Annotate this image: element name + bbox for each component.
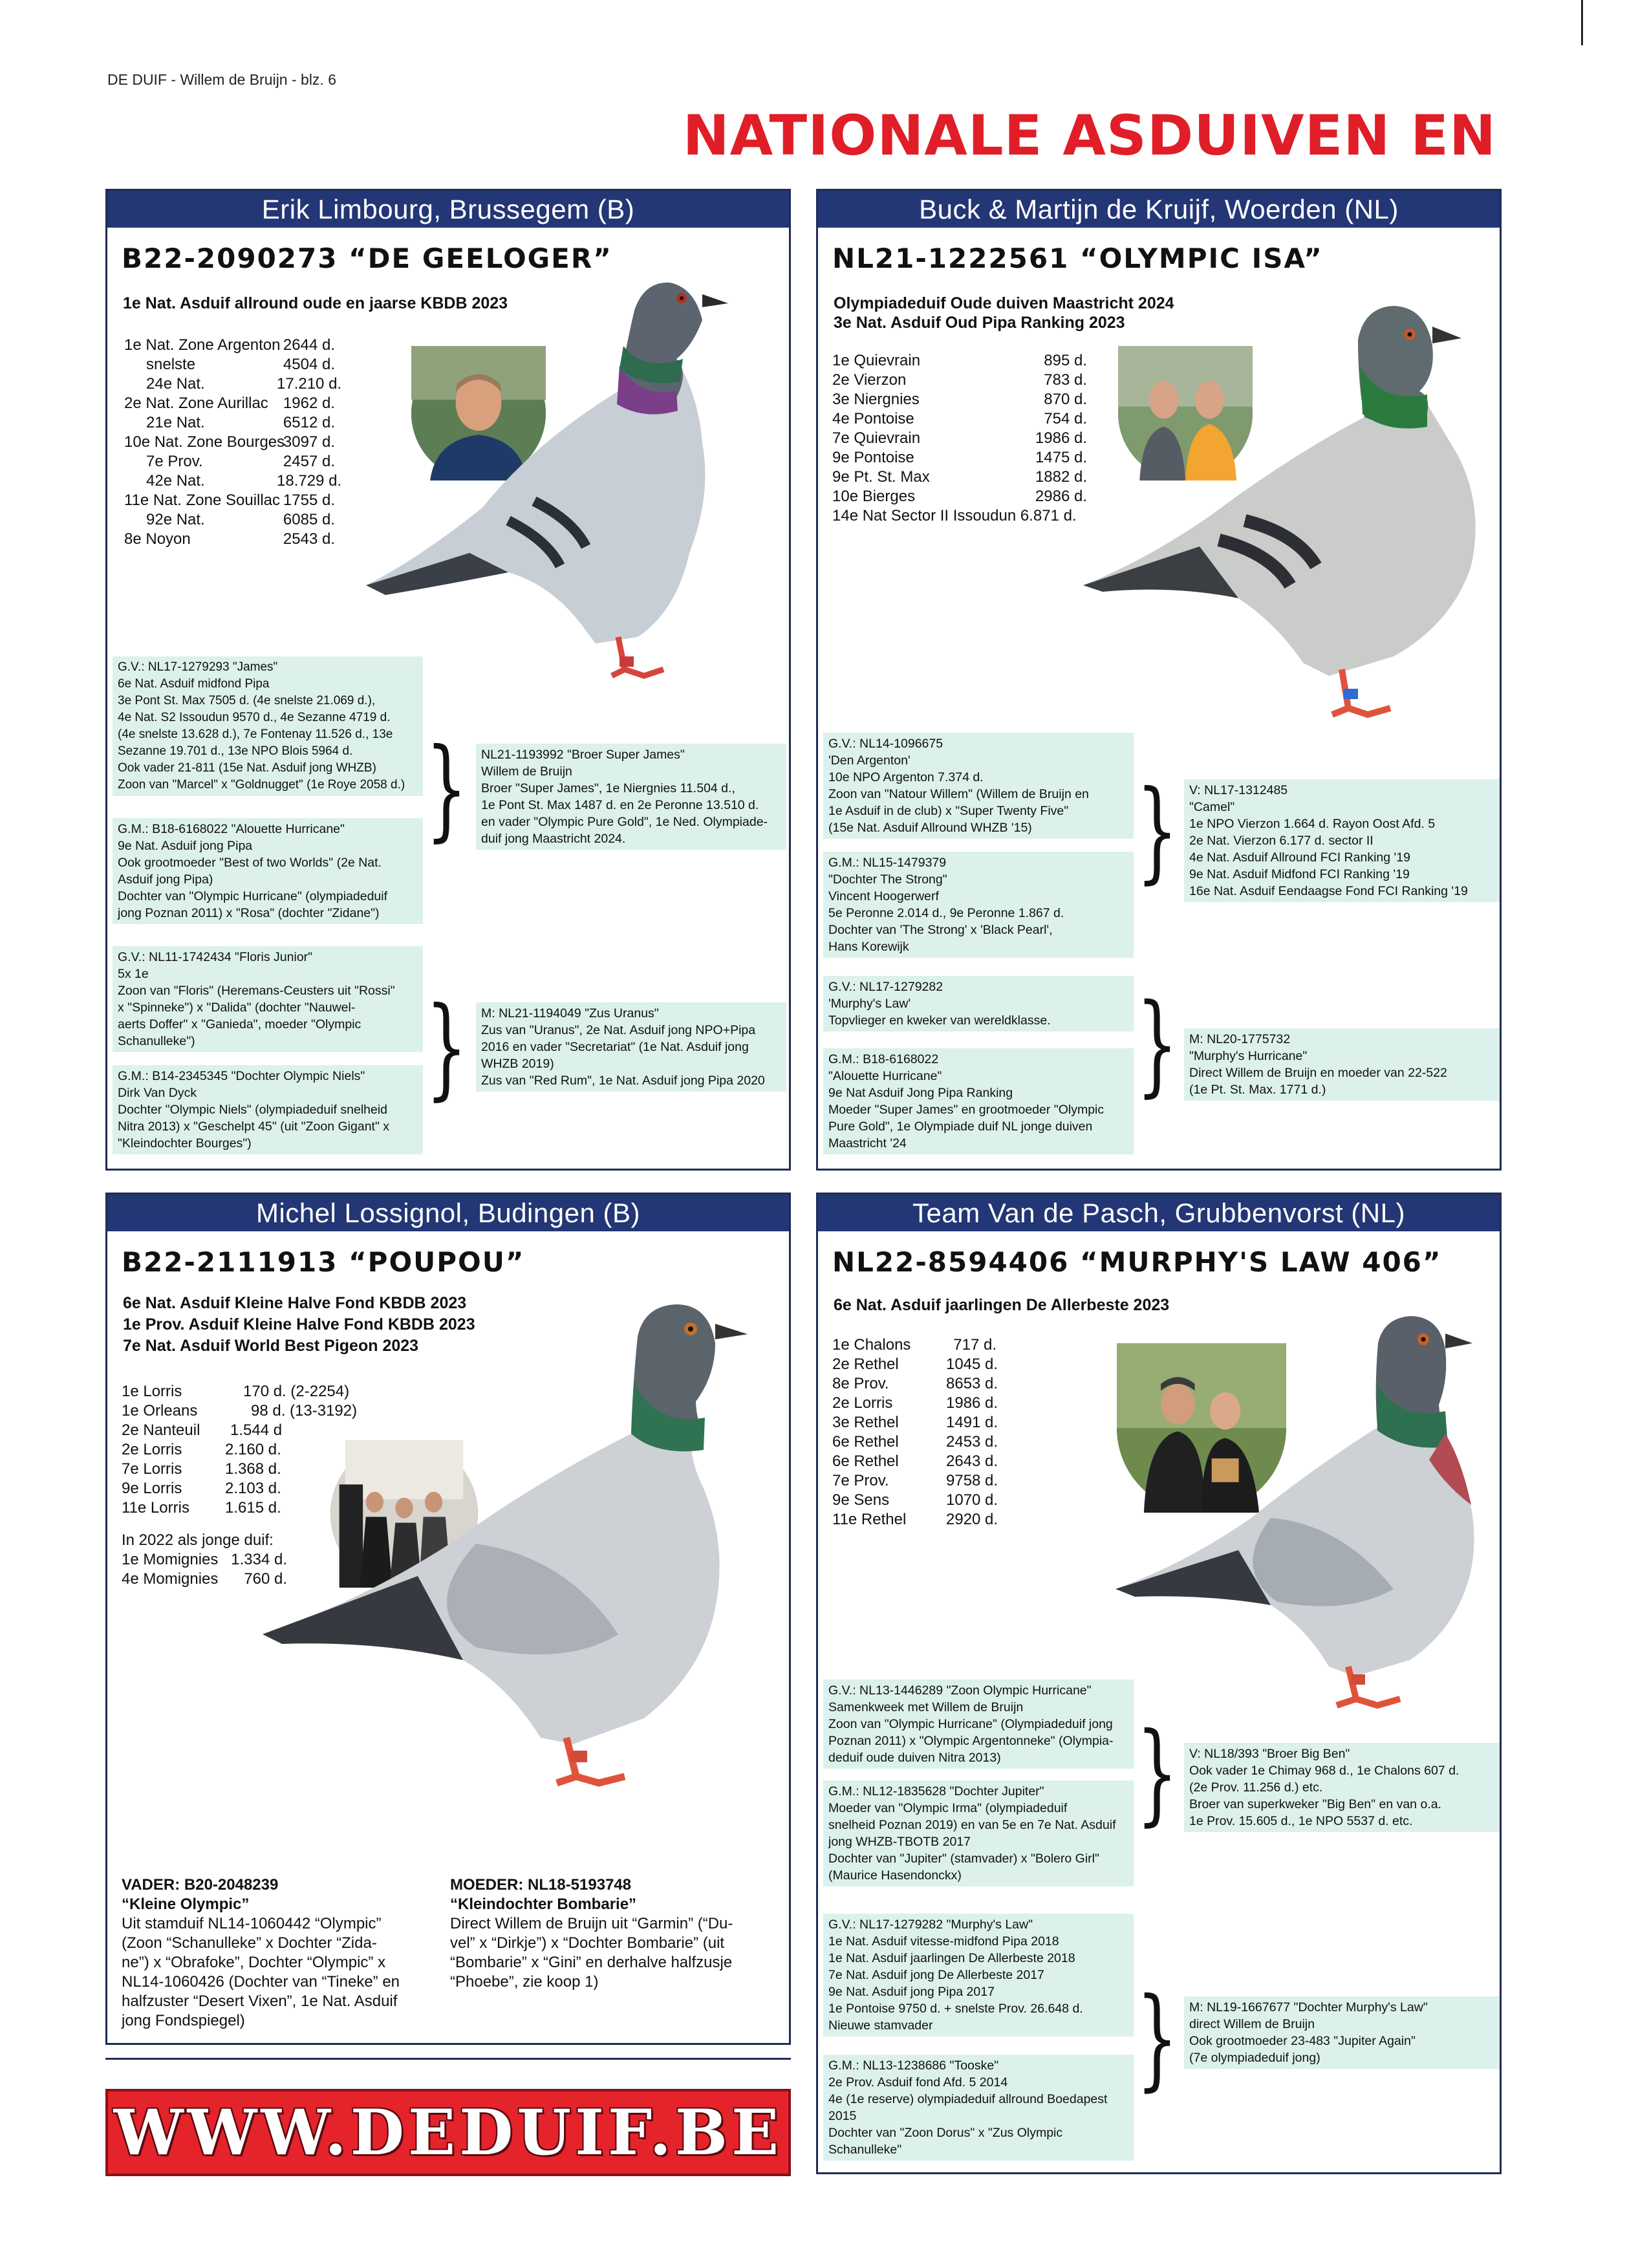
result-row: 9e Sens 1070 d. [832,1491,998,1509]
result-row: 1e Orleans 98 d. (13-3192) [122,1402,358,1420]
result-row: 7e Prov. 2457 d. [146,453,335,470]
mother-info: MOEDER: NL18-5193748 “Kleindochter Bombarie” Direct Willem de Bruijn uit “Garmin” (“Du- vel” x “Dirkje”) x “Dochter Bombarie” (uit “Bombarie” x “Gini” en derhalve halfzusje “Phoebe”, zie koop 1) [450,1876,733,1991]
pedigree-mother: M: NL20-1775732 "Murphy's Hurricane" Direct Willem de Bruijn en moeder van 22-522 (1e Pt. St. Max. 1771 d.) [1184,1028,1500,1101]
young-results-title: In 2022 als jonge duif: [122,1531,274,1549]
result-row: 6e Rethel 2643 d. [832,1453,998,1470]
website-banner[interactable] [105,2089,791,2176]
result-row: 7e Prov. 9758 d. [832,1472,998,1489]
pigeon-photo [1057,1279,1497,1731]
result-row: 21e Nat. 6512 d. [146,414,335,431]
pedigree-gv-mother: G.V.: NL17-1279282 'Murphy's Law' Topvlieger en kweker van wereldklasse. [823,976,1134,1031]
result-row: 11e Lorris 1.615 d. [122,1499,281,1517]
pigeon-card-van-de-pasch [816,1193,1502,2174]
result-row: 11e Nat. Zone Souillac 1755 d. [124,491,335,509]
ring-number: B22-2090273 “DE GEELOGER” [122,243,612,274]
pigeon-photo [204,1272,773,1789]
result-row: 9e Pontoise 1475 d. [832,449,1087,466]
pedigree-brace: } [1136,1974,1178,2102]
pedigree-gm-mother: G.M.: NL13-1238686 "Tooske" 2e Prov. Asduif fond Afd. 5 2014 4e (1e reserve) olympiadeduif allround Boedapest 2015 Dochter van "Zoon Dorus" x "Zus Olympic Schanulleke" [823,2055,1134,2161]
result-row: 92e Nat. 6085 d. [146,511,335,528]
divider [105,2058,791,2060]
result-row: 4e Pontoise 754 d. [832,410,1087,427]
result-row: 8e Prov. 8653 d. [832,1375,998,1392]
result-row: 8e Noyon 2543 d. [124,530,335,548]
results-list [832,1335,997,1529]
result-row: 1e Quievrain 895 d. [832,352,1087,369]
result-row: 2e Lorris 2.160 d. [122,1441,281,1458]
pedigree-father: V: NL17-1312485 "Camel" 1e NPO Vierzon 1.664 d. Rayon Oost Afd. 5 2e Nat. Vierzon 6.177 d. sector II 4e Nat. Asduif Allround FCI Ranking '19 9e Nat. Asduif Midfond FCI Ranking '19 16e Nat. Asduif Eendaagse Fond FCI Ranking '19 [1184,779,1500,902]
pedigree-gm: G.M.: NL12-1835628 "Dochter Jupiter" Moeder van "Olympic Irma" (olympiadeduif snelheid Poznan 2019) en van 5e en 7e Nat. Asduif jong WHZB-TBOTB 2017 Dochter van "Jupiter" (stamvader) x "Bolero Girl" (Maurice Hasendonckx) [823,1780,1134,1886]
pedigree-gm-mother: G.M.: B14-2345345 "Dochter Olympic Niels" Dirk Van Dyck Dochter "Olympic Niels" (olympiadeduif snelheid Nitra 2013) x "Geschelpt 45" (uit "Zoon Gigant" x "Kleindochter Bourges") [113,1065,423,1154]
pedigree-gv: G.V.: NL14-1096675 'Den Argenton' 10e NPO Argenton 7.374 d. Zoon van "Natour Willem" (Willem de Bruijn en 1e Asduif in de club) x "Super Twenty Five" (15e Nat. Asduif Allround WHZB '15) [823,733,1134,839]
honour-line: 7e Nat. Asduif World Best Pigeon 2023 [123,1337,419,1355]
owner-header: Buck & Martijn de Kruijf, Woerden (NL) [818,191,1500,228]
pedigree-gv-mother: G.V.: NL17-1279282 "Murphy's Law" 1e Nat. Asduif vitesse-midfond Pipa 2018 1e Nat. Asduif jaarlingen De Allerbeste 2018 7e Nat. Asduif jong De Allerbeste 2017 9e Nat. Asduif jong Pipa 2017 1e Pontoise 9750 d. + snelste Prov. 26.648 d. Nieuwe stamvader [823,1914,1134,2036]
result-row: 42e Nat. 18.729 d. [146,472,342,490]
result-row: 2e Nanteuil 1.544 d [122,1421,283,1439]
pedigree-gm: G.M.: NL15-1479379 "Dochter The Strong" Vincent Hoogerwerf 5e Peronne 2.014 d., 9e Peronne 1.867 d. Dochter van 'The Strong' x 'Black Pearl', Hans Korewijk [823,852,1134,958]
result-row: 2e Nat. Zone Aurillac 1962 d. [124,394,335,412]
result-row: 9e Lorris 2.103 d. [122,1480,281,1497]
honour-line: 1e Nat. Asduif allround oude en jaarse KBDB 2023 [123,294,508,312]
honour-line: 1e Prov. Asduif Kleine Halve Fond KBDB 2023 [123,1315,475,1334]
honour-line: 6e Nat. Asduif jaarlingen De Allerbeste 2023 [834,1296,1170,1314]
father-info: VADER: B20-2048239 “Kleine Olympic” Uit stamduif NL14-1060442 “Olympic” (Zoon “Schanulleke” x Dochter “Zida- ne”) x “Obrafoke”, Dochter “Olympic” x NL14-1060426 (Dochter van “Tineke” en halfzuster “Desert Vixen”, 1e Nat. Asduif jong Fondspiegel) [122,1876,400,2029]
owner-header: Erik Limbourg, Brussegem (B) [107,191,789,228]
result-row: 2e Rethel 1045 d. [832,1355,998,1373]
result-row: 1e Lorris 170 d. (2-2254) [122,1383,350,1400]
owner-header: Team Van de Pasch, Grubbenvorst (NL) [818,1194,1500,1231]
honour-line: Olympiadeduif Oude duiven Maastricht 2024 [834,294,1174,312]
result-row: 14e Nat Sector II Issoudun 6.871 d. [832,507,1077,524]
result-row: 1e Nat. Zone Argenton 2644 d. [124,336,335,354]
ring-number: NL22-8594406 “MURPHY'S LAW 406” [832,1246,1442,1278]
pigeon-photo [1031,262,1497,734]
pigeon-card-de-kruijf [816,189,1502,1171]
corner-mark [1581,0,1583,45]
honour-line: 6e Nat. Asduif Kleine Halve Fond KBDB 2023 [123,1294,467,1312]
result-row: 3e Niergnies 870 d. [832,391,1087,408]
banner-text[interactable]: WWW.DEDUIF.BE [113,2096,783,2169]
result-row: 7e Lorris 1.368 d. [122,1460,281,1478]
pedigree-gm: G.M.: B18-6168022 "Alouette Hurricane" 9e Nat. Asduif jong Pipa Ook grootmoeder "Best of two Worlds" (2e Nat. Asduif jong Pipa) Dochter van "Olympic Hurricane" (olympiadeduif jong Poznan 2011) x "Rosa" (dochter "Zidane") [113,818,423,924]
header-line: DE DUIF - Willem de Bruijn - blz. 6 [107,71,337,88]
owner-header: Michel Lossignol, Budingen (B) [107,1194,789,1231]
honour-line: 3e Nat. Asduif Oud Pipa Ranking 2023 [834,314,1125,332]
result-row: 1e Chalons 717 d. [832,1336,997,1354]
result-row: 3e Rethel 1491 d. [832,1414,998,1431]
result-row: 10e Nat. Zone Bourges 3097 d. [124,433,335,451]
result-row: 4e Momignies 760 d. [122,1570,287,1588]
result-row: snelste 4504 d. [146,356,335,373]
pedigree-gv-mother: G.V.: NL11-1742434 "Floris Junior" 5x 1e Zoon van "Floris" (Heremans-Ceusters uit "Rossi" x "Spinneke") x "Dalida" (dochter "Nauwel- aerts Doffer" x "Ganieda", moeder "Olympic Schanulleke") [113,946,423,1052]
results-list [124,336,342,549]
pedigree-brace: } [1136,1709,1178,1837]
ring-number: B22-2111913 “POUPOU” [122,1246,525,1278]
ring-number: NL21-1222561 “OLYMPIC ISA” [832,243,1323,274]
pedigree-brace: } [1136,767,1178,895]
pedigree-gm-mother: G.M.: B18-6168022 "Alouette Hurricane" 9e Nat Asduif Jong Pipa Ranking Moeder "Super James" en grootmoeder "Olympic Pure Gold", 1e Olympiade duif NL jonge duiven Maastricht '24 [823,1048,1134,1154]
pedigree-gv: G.V.: NL17-1279293 "James" 6e Nat. Asduif midfond Pipa 3e Pont St. Max 7505 d. (4e snelste 21.069 d.), 4e Nat. S2 Issoudun 9570 d., 4e Sezanne 4719 d. (4e snelste 13.628 d.), 7e Fontenay 11.526 d., 13e Sezanne 19.701 d., 13e NPO Blois 5964 d. Ook vader 21-811 (15e Nat. Asduif jong WHZB) Zoon van "Marcel" x "Goldnugget" (1e Roye 2058 d.) [113,656,423,796]
result-row: 6e Rethel 2453 d. [832,1433,998,1451]
pedigree-gv: G.V.: NL13-1446289 "Zoon Olympic Hurricane" Samenkweek met Willem de Bruijn Zoon van "Olympic Hurricane" (Olympiadeduif jong Poznan 2011) x "Olympic Argentonneke" (Olympia- deduif oude duiven Nitra 2013) [823,1679,1134,1769]
result-row: 24e Nat. 17.210 d. [146,375,342,393]
pedigree-mother: M: NL21-1194049 "Zus Uranus" Zus van "Uranus", 2e Nat. Asduif jong NPO+Pipa 2016 en vader "Secretariat" (1e Nat. Asduif jong WHZB 2019) Zus van "Red Rum", 1e Nat. Asduif jong Pipa 2020 [476,1002,786,1092]
result-row: 1e Momignies 1.334 d. [122,1551,287,1568]
pedigree-brace: } [426,725,468,853]
pedigree-father: NL21-1193992 "Broer Super James" Willem de Bruijn Broer "Super James", 1e Niergnies 11.504 d., 1e Pont St. Max 1487 d. en 2e Peronne 13.510 d. en vader "Olympic Pure Gold", 1e Ned. Olympiade- duif jong Maastricht 2024. [476,744,786,850]
pigeon-card-michel-lossignol [105,1193,791,2045]
page-title: NATIONALE ASDUIVEN EN [682,103,1496,168]
pedigree-mother: M: NL19-1667677 "Dochter Murphy's Law" direct Willem de Bruijn Ook grootmoeder 23-483 "Jupiter Again" (7e olympiadeduif jong) [1184,1996,1500,2069]
pedigree-brace: } [426,984,468,1112]
result-row: 11e Rethel 2920 d. [832,1511,998,1528]
result-row: 2e Vierzon 783 d. [832,371,1087,389]
result-row: 7e Quievrain 1986 d. [832,429,1087,447]
pedigree-father: V: NL18/393 "Broer Big Ben" Ook vader 1e Chimay 968 d., 1e Chalons 607 d. (2e Prov. 11.256 d.) etc. Broer van superkweker "Big Ben" en van o.a. 1e Prov. 15.605 d., 1e NPO 5537 d. etc. [1184,1743,1500,1832]
result-row: 9e Pt. St. Max 1882 d. [832,468,1087,486]
pigeon-photo [340,249,767,702]
pigeon-card-erik-limbourg [105,189,791,1171]
result-row: 2e Lorris 1986 d. [832,1394,998,1412]
result-row: 10e Bierges 2986 d. [832,488,1087,505]
pedigree-brace: } [1136,980,1178,1108]
